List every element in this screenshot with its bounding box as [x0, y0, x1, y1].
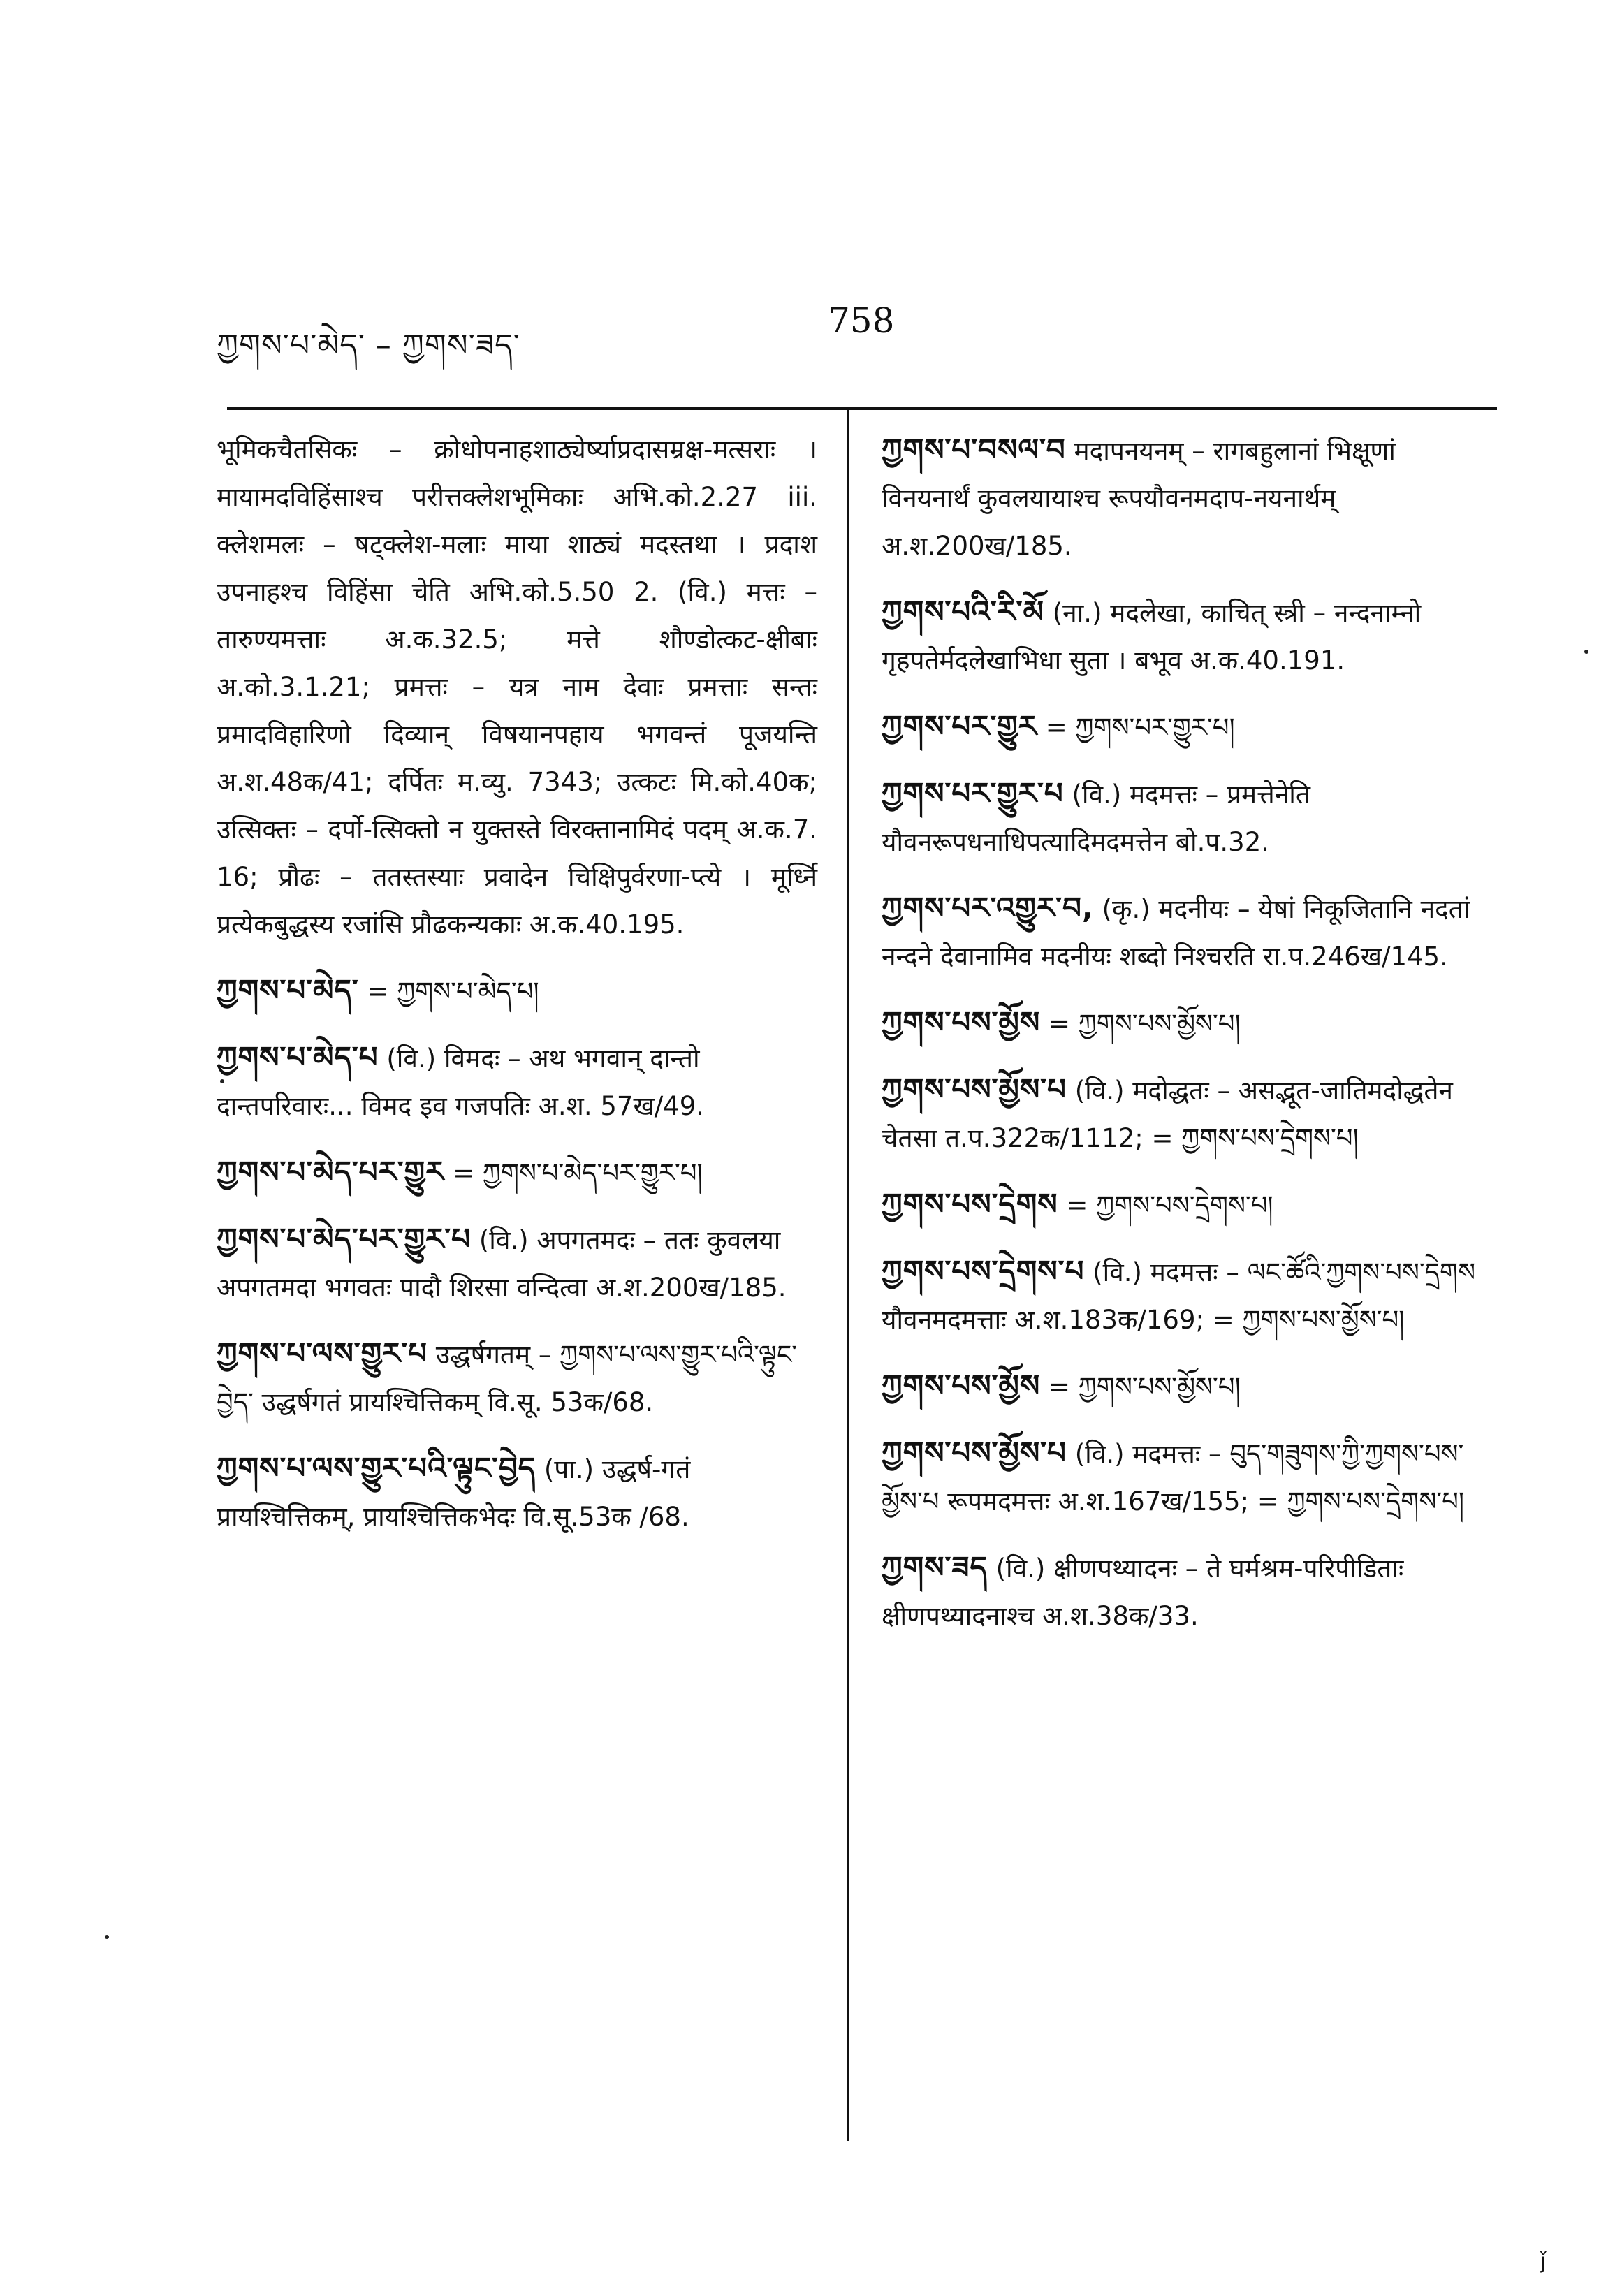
entry-headword: ཀྱགས་པས་མྱོས: [882, 1005, 1041, 1039]
dictionary-entry: [217, 1148, 817, 1197]
dictionary-entry: [217, 1034, 817, 1130]
dictionary-entry: [882, 999, 1482, 1048]
header-rule: [227, 407, 1497, 410]
dictionary-entry: [882, 426, 1482, 570]
entry-body: (वि.) मदमत्तः – བུད་གཟུགས་ཀྱི་ཀྱགས་པས་མྱོས་པ रूपमदमत्तः अ.श.167ख/155; = ཀྱགས་པས་དྲེགས་པ།: [882, 1439, 1465, 1516]
dictionary-entry: [882, 1248, 1482, 1344]
entry-headword: ཀྱགས་པས་དྲེགས་པ: [882, 1254, 1085, 1288]
entry-body: (वि.) मदमत्तः – ལང་ཚོའི་ཀྱགས་པས་དྲེགས यौवनमदमत्ताः अ.श.183क/169; = ཀྱགས་པས་མྱོས་པ།: [882, 1257, 1476, 1335]
running-header: ཀྱགས་པ་མེད་ – ཀྱགས་ཟད་: [217, 328, 520, 363]
entry-body: (पा.) उद्धर्ष-गतं प्रायश्चित्तिकम्, प्रायश्चित्तिकभेदः वि.सू.53क /68.: [217, 1454, 691, 1532]
scan-speck: [1584, 650, 1588, 654]
entry-headword: ཀྱགས་པ་མེད་: [217, 973, 359, 1007]
dictionary-entry: [882, 1362, 1482, 1411]
entry-body: = ཀྱགས་པར་གྱུར་པ།: [1045, 712, 1235, 743]
entry-body: = ཀྱགས་པ་མེད་པ།: [367, 977, 539, 1007]
entry-headword: ཀྱགས་པས་མྱོས་པ: [882, 1072, 1067, 1106]
entry-headword: ཀྱགས་པ་ལས་གྱུར་པ: [217, 1336, 428, 1370]
entry-body: = ཀྱགས་པས་མྱོས་པ།: [1049, 1372, 1241, 1402]
entry-headword: ཀྱགས་པས་མྱོས: [882, 1368, 1041, 1403]
right-column: [882, 426, 1482, 1640]
corner-mark: ǰ: [1540, 2249, 1547, 2274]
scan-speck: [220, 1079, 224, 1083]
dictionary-entry: [882, 588, 1482, 685]
dictionary-entry: [882, 1180, 1482, 1229]
dictionary-entry: [882, 1429, 1482, 1526]
entry-body: (वि.) मदोद्धतः – असद्भूत-जातिमदोद्धतेन चेतसा त.प.322क/1112; = ཀྱགས་པས་དྲེགས་པ།: [882, 1076, 1453, 1153]
dictionary-entry: [217, 1330, 817, 1426]
dictionary-entry: [217, 1215, 817, 1312]
dictionary-entry: [882, 1544, 1482, 1640]
left-column: [217, 426, 817, 1541]
entry-headword: ཀྱགས་པས་མྱོས་པ: [882, 1435, 1067, 1470]
entry-body: (वि.) अपगतमदः – ततः कुवलया अपगतमदा भगवतः पादौ शिरसा वन्दित्वा अ.श.200ख/185.: [217, 1225, 787, 1303]
dictionary-entry: [882, 1066, 1482, 1162]
entry-body: = ཀྱགས་པས་མྱོས་པ།: [1049, 1009, 1241, 1039]
dictionary-entry: [217, 967, 817, 1016]
column-divider: [847, 409, 849, 2141]
entry-headword: ཀྱགས་པར་གྱུར: [882, 709, 1037, 743]
entry-headword: ཀྱགས་པ་མེད་པར་གྱུར་པ: [217, 1222, 472, 1256]
entry-body: (वि.) मदमत्तः – प्रमत्तेनेति यौवनरूपधनाधिपत्यादिमदमत्तेन बो.प.32.: [882, 780, 1310, 857]
entry-headword: ཀྱགས་པའི་རི་མོ: [882, 594, 1044, 629]
entry-headword: ཀྱགས་པ་མེད་པ: [217, 1040, 379, 1074]
dictionary-entry: [882, 884, 1482, 981]
entry-body: उद्धर्षगतम् – ཀྱགས་པ་ལས་གྱུར་པའི་ལྟུང་བྱེད་ उद्धर्षगतं प्रायश्चित्तिकम् वि.सू. 53क/68.: [217, 1340, 798, 1417]
scan-speck: [105, 1935, 109, 1939]
entry-body: (ना.) मदलेखा, काचित् स्त्री – नन्दनाम्नो गृहपतेर्मदलेखाभिधा सुता । बभूव अ.क.40.191.: [882, 598, 1422, 675]
entry-headword: ཀྱགས་པར་འགྱུར་བ,: [882, 891, 1094, 925]
entry-headword: ཀྱགས་པར་གྱུར་པ: [882, 776, 1064, 810]
entry-body: (कृ.) मदनीयः – येषां निकूजितानि नदतां नन्दने देवानामिव मदनीयः शब्दो निश्चरति रा.प.246ख/145.: [882, 894, 1470, 972]
continuation-text: भूमिकचैतसिकः – क्रोधोपनाहशाठ्येर्ष्याप्रदासम्रक्ष-मत्सराः । मायामदविहिंसाश्च परीत्तक्लेशभूमिकाः अभि.को.2.27 iii. क्लेशमलः – षट्क्लेश-मलाः माया शाठ्यं मदस्तथा । प्रदाश उपनाहश्च विहिंसा चेति अभि.को.5.50 2. (वि.) मत्तः – तारुण्यमत्ताः अ.क.32.5; मत्ते शौण्डोत्कट-क्षीबाः अ.को.3.1.21; प्रमत्तः – यत्र नाम देवाः प्रमत्ताः सन्तः प्रमादविहारिणो दिव्यान् विषयानपहाय भगवन्तं पूजयन्ति अ.श.48क/41; दर्पितः म.व्यु. 7343; उत्कटः मि.को.40क; उत्सिक्तः – दर्पो-त्सिक्तो न युक्तस्ते विरक्तानामिदं पदम् अ.क.7. 16; प्रौढः – ततस्तस्याः प्रवादेन चिक्षिपुर्वरणा-प्त्ये । मूर्ध्नि प्रत्येकबुद्धस्य रजांसि प्रौढकन्यकाः अ.क.40.195.: [217, 434, 817, 939]
entry-body: (वि.) क्षीणपथ्यादनः – ते घर्मश्रम-परिपीडिताः क्षीणपथ्यादनाश्च अ.श.38क/33.: [882, 1553, 1404, 1631]
entry-headword: ཀྱགས་པ་མེད་པར་གྱུར: [217, 1155, 445, 1189]
dictionary-entry: [217, 1445, 817, 1541]
entry-headword: ཀྱགས་ཟད: [882, 1550, 988, 1584]
entry-headword: ཀྱགས་པ་བསལ་བ: [882, 432, 1066, 467]
entry-body: मदापनयनम् – रागबहुलानां भिक्षूणां विनयनार्थं कुवलयायाश्च रूपयौवनमदाप-नयनार्थम् अ.श.200ख/185.: [882, 436, 1396, 561]
entry-body: = ཀྱགས་པས་དྲེགས་པ།: [1066, 1190, 1273, 1220]
entry-headword: ཀྱགས་པས་དྲེགས: [882, 1187, 1058, 1221]
entry-body: = ཀྱགས་པ་མེད་པར་གྱུར་པ།: [453, 1158, 703, 1188]
entry-headword: ཀྱགས་པ་ལས་གྱུར་པའི་ལྟུང་བྱེད: [217, 1451, 536, 1485]
dictionary-entry: [882, 770, 1482, 866]
page-number: 758: [828, 300, 895, 341]
dictionary-entry: [882, 703, 1482, 752]
entry-body: (वि.) विमदः – अथ भगवान् दान्तो दान्तपरिवारः... विमद इव गजपतिः अ.श. 57ख/49.: [217, 1044, 705, 1121]
